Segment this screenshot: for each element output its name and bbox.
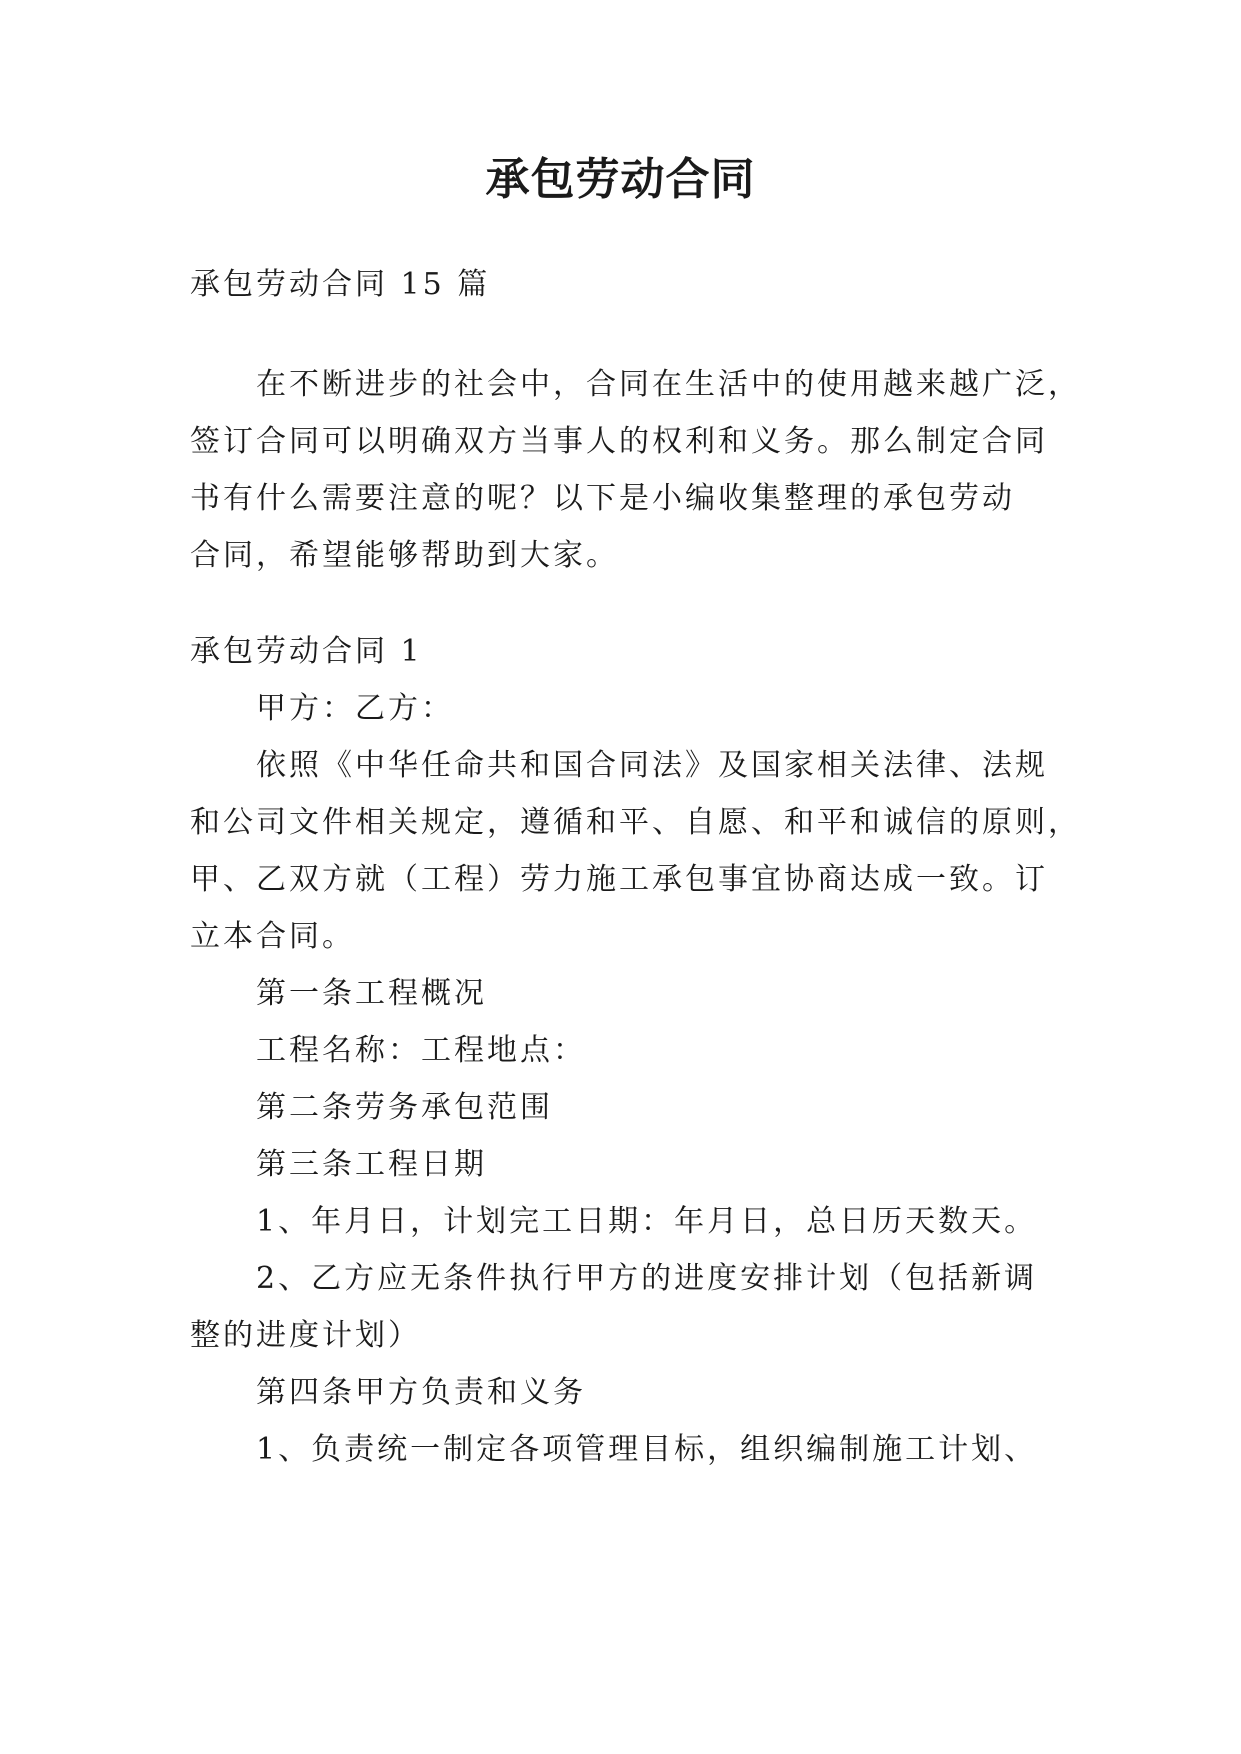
intro-line-4: 合同，希望能够帮助到大家。 [190,538,619,573]
article-3-item-2-line-2: 整的进度计划） [190,1318,421,1353]
preamble-line-4: 立本合同。 [190,919,355,954]
document-title: 承包劳动合同 [485,154,756,205]
article-4-title: 第四条甲方负责和义务 [256,1375,586,1410]
preamble-line-2: 和公司文件相关规定，遵循和平、自愿、和平和诚信的原则， [190,805,1081,840]
intro-line-3: 书有什么需要注意的呢？以下是小编收集整理的承包劳动 [190,481,1015,516]
article-3-title: 第三条工程日期 [256,1147,487,1182]
article-2-title: 第二条劳务承包范围 [256,1090,553,1125]
article-3-item-1: 1、年月日，计划完工日期：年月日，总日历天数天。 [256,1204,1038,1239]
intro-line-2: 签订合同可以明确双方当事人的权利和义务。那么制定合同 [190,424,1048,459]
article-4-item-1: 1、负责统一制定各项管理目标，组织编制施工计划、 [256,1432,1038,1467]
section-heading: 承包劳动合同 1 [190,634,423,669]
article-3-item-2-line-1: 2、乙方应无条件执行甲方的进度安排计划（包括新调 [256,1261,1038,1296]
article-1-body: 工程名称：工程地点： [256,1033,586,1068]
document-subtitle: 承包劳动合同 15 篇 [190,267,491,302]
article-1-title: 第一条工程概况 [256,976,487,1011]
preamble-line-1: 依照《中华任命共和国合同法》及国家相关法律、法规 [256,748,1048,783]
preamble-line-3: 甲、乙双方就（工程）劳力施工承包事宜协商达成一致。订 [190,862,1048,897]
intro-line-1: 在不断进步的社会中，合同在生活中的使用越来越广泛， [256,367,1081,402]
parties-line: 甲方：乙方： [256,691,454,726]
